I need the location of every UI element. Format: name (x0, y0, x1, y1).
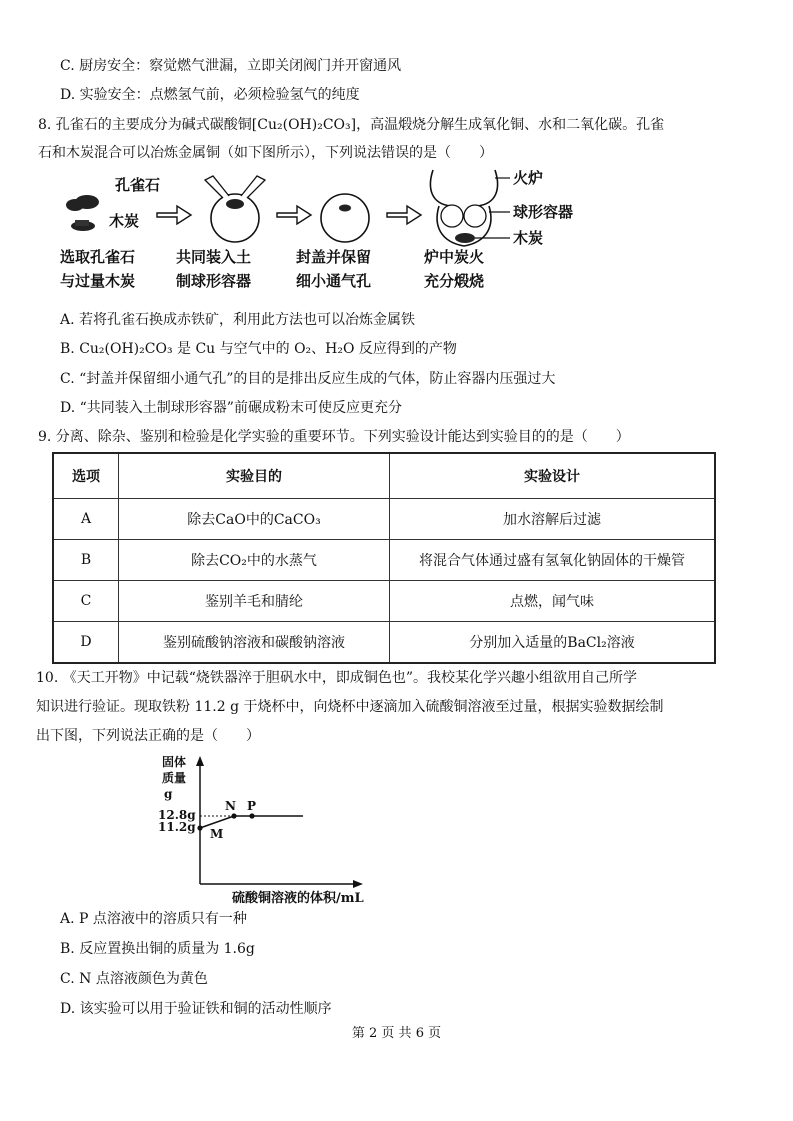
arrow-icon (277, 206, 311, 224)
label-charcoal: 木炭 (109, 212, 140, 230)
q10-stem-line2: 知识进行验证。现取铁粉 11.2 g 于烧杯中，向烧杯中逐滴加入硫酸铜溶液至过量，根据实验数据绘制 (36, 699, 664, 715)
y-tick-low: 11.2g (158, 820, 196, 834)
row-option: C (53, 581, 119, 622)
charcoal-icon (71, 220, 95, 231)
option-d-lab: D. 实验安全：点燃氢气前，必须检验氢气的纯度 (60, 87, 360, 103)
header-design: 实验设计 (390, 453, 716, 499)
label-charcoal-furnace: 木炭 (513, 229, 544, 247)
sealed-sphere-icon (321, 194, 369, 242)
y-axis-arrow-icon (196, 756, 204, 766)
row-purpose: 除去CO₂中的水蒸气 (119, 540, 390, 581)
arrow-icon (157, 206, 191, 224)
data-point-m (197, 825, 202, 830)
step4-caption-line1: 炉中炭火 (424, 248, 485, 266)
x-axis-arrow-icon (353, 880, 363, 888)
row-purpose: 除去CaO中的CaCO₃ (119, 499, 390, 540)
step4-caption-line2: 充分煅烧 (424, 272, 485, 290)
label-container: 球形容器 (513, 203, 574, 221)
ylabel-line3: g (164, 787, 173, 801)
row-design: 将混合气体通过盛有氢氧化钠固体的干燥管 (390, 540, 716, 581)
header-purpose: 实验目的 (119, 453, 390, 499)
q10-option-c: C. N 点溶液颜色为黄色 (60, 971, 208, 987)
experiment-table (52, 452, 716, 664)
step2-caption-line1: 共同装入土 (176, 248, 252, 266)
q8-stem-line2: 石和木炭混合可以冶炼金属铜（如下图所示），下列说法错误的是（ ） (38, 145, 493, 161)
row-option: A (53, 499, 119, 540)
label-malachite: 孔雀石 (115, 176, 161, 194)
page-footer: 第 2 页 共 6 页 (351, 1026, 442, 1041)
table-row (53, 540, 715, 581)
label-furnace: 火炉 (513, 169, 544, 187)
point-label-p: P (247, 799, 257, 813)
step2-caption-line2: 制球形容器 (176, 272, 252, 290)
table-row (53, 499, 715, 540)
q8-option-d: D. “共同装入土制球形容器”前碾成粉末可使反应更充分 (60, 400, 402, 416)
row-option: B (53, 540, 119, 581)
data-point-p (249, 813, 254, 818)
row-design: 点燃，闻气味 (390, 581, 716, 622)
q10-option-b: B. 反应置换出铜的质量为 1.6g (60, 941, 255, 957)
q10-mass-chart (150, 752, 410, 908)
xlabel: 硫酸铜溶液的体积/mL (232, 891, 364, 906)
table-row (53, 581, 715, 622)
y-tick-high: 12.8g (158, 808, 196, 822)
filling-sphere-icon (205, 176, 265, 242)
step1-caption-line1: 选取孔雀石 (60, 248, 136, 266)
row-purpose: 鉴别硫酸钠溶液和碳酸钠溶液 (119, 622, 390, 664)
step1-caption-line2: 与过量木炭 (60, 272, 136, 290)
point-label-m: M (210, 827, 224, 841)
q8-stem-line1: 8. 孔雀石的主要成分为碱式碳酸铜[Cu₂(OH)₂CO₃]，高温煅烧分解生成氧化铜、水和二氧化碳。孔雀 (38, 117, 665, 133)
q8-option-b: B. Cu₂(OH)₂CO₃ 是 Cu 与空气中的 O₂、H₂O 反应得到的产物 (60, 341, 457, 357)
q9-stem: 9. 分离、除杂、鉴别和检验是化学实验的重要环节。下列实验设计能达到实验目的的是（ ） (38, 429, 630, 445)
ylabel-line2: 质量 (162, 771, 187, 785)
header-option: 选项 (53, 453, 119, 499)
table-row (53, 622, 715, 664)
ylabel-line1: 固体 (162, 755, 187, 769)
table-header-row (53, 453, 715, 499)
q10-stem-line1: 10. 《天工开物》中记载“烧铁器淬于胆矾水中，即成铜色也”。我校某化学兴趣小组欲用自己所学 (36, 670, 638, 686)
arrow-icon (387, 206, 421, 224)
q8-option-a: A. 若将孔雀石换成赤铁矿，利用此方法也可以冶炼金属铁 (60, 312, 416, 328)
step3-caption-line1: 封盖并保留 (296, 248, 372, 266)
malachite-rock-icon (66, 195, 99, 211)
q10-option-d: D. 该实验可以用于验证铁和铜的活动性顺序 (60, 1001, 332, 1017)
q10-stem-line3: 出下图，下列说法正确的是（ ） (36, 728, 260, 744)
q8-process-diagram (55, 168, 615, 250)
row-purpose: 鉴别羊毛和腈纶 (119, 581, 390, 622)
q10-option-a: A. P 点溶液中的溶质只有一种 (60, 911, 247, 927)
row-design: 分别加入适量的BaCl₂溶液 (390, 622, 716, 664)
point-label-n: N (225, 799, 236, 813)
row-design: 加水溶解后过滤 (390, 499, 716, 540)
step3-caption-line2: 细小通气孔 (296, 272, 372, 290)
option-c-kitchen: C. 厨房安全：察觉燃气泄漏，立即关闭阀门并开窗通风 (60, 58, 402, 74)
row-option: D (53, 622, 119, 664)
data-point-n (231, 813, 236, 818)
furnace-icon (430, 170, 510, 246)
q8-option-c: C. “封盖并保留细小通气孔”的目的是排出反应生成的气体，防止容器内压强过大 (60, 371, 556, 387)
